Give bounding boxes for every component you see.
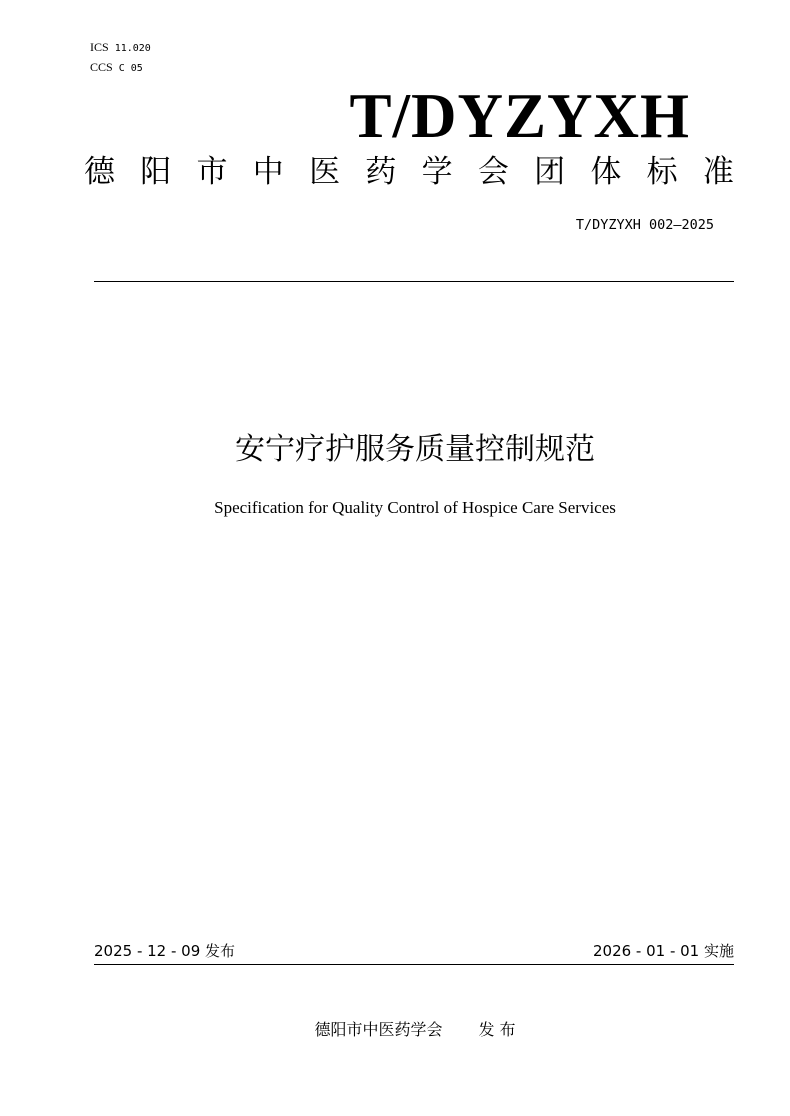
heading-char: 药 — [365, 154, 397, 190]
publisher-line — [95, 1018, 735, 1042]
heading-char: 体 — [590, 154, 622, 190]
publisher-name: 德阳市中医药学会 — [314, 1020, 443, 1039]
document-title-cn: 安宁疗护服务质量控制规范 — [235, 432, 595, 467]
heading-char: 中 — [252, 154, 284, 190]
heading-char: 阳 — [140, 154, 172, 190]
issue-date: 2025 - 12 - 09 发布 — [94, 942, 236, 960]
heading-char: 团 — [534, 154, 566, 190]
ics-code — [90, 40, 151, 56]
heading-char: 会 — [477, 154, 509, 190]
ccs-code — [90, 60, 143, 76]
ics-value: 11.020 — [114, 43, 151, 54]
ics-label: ICS — [90, 40, 109, 54]
heading-char: 准 — [702, 154, 734, 190]
ccs-label: CCS — [90, 60, 113, 74]
ccs-value: C 05 — [118, 63, 143, 74]
publisher-action: 发 布 — [478, 1020, 516, 1039]
bottom-divider — [94, 964, 734, 965]
document-title-en: Specification for Quality Control of Hospice Care Services — [214, 498, 616, 517]
heading-char: 市 — [196, 154, 228, 190]
implementation-date: 2026 - 01 - 01 实施 — [592, 942, 734, 960]
standard-number: T/DYZYXH 002—2025 — [575, 217, 714, 233]
heading-char: 学 — [421, 154, 453, 190]
heading-char: 医 — [309, 154, 341, 190]
heading-char: 标 — [646, 154, 678, 190]
heading-char: 德 — [84, 154, 115, 190]
standard-type-heading — [84, 150, 734, 194]
top-divider — [94, 281, 734, 282]
standard-code-logo: T/DYZYXH — [349, 81, 690, 151]
